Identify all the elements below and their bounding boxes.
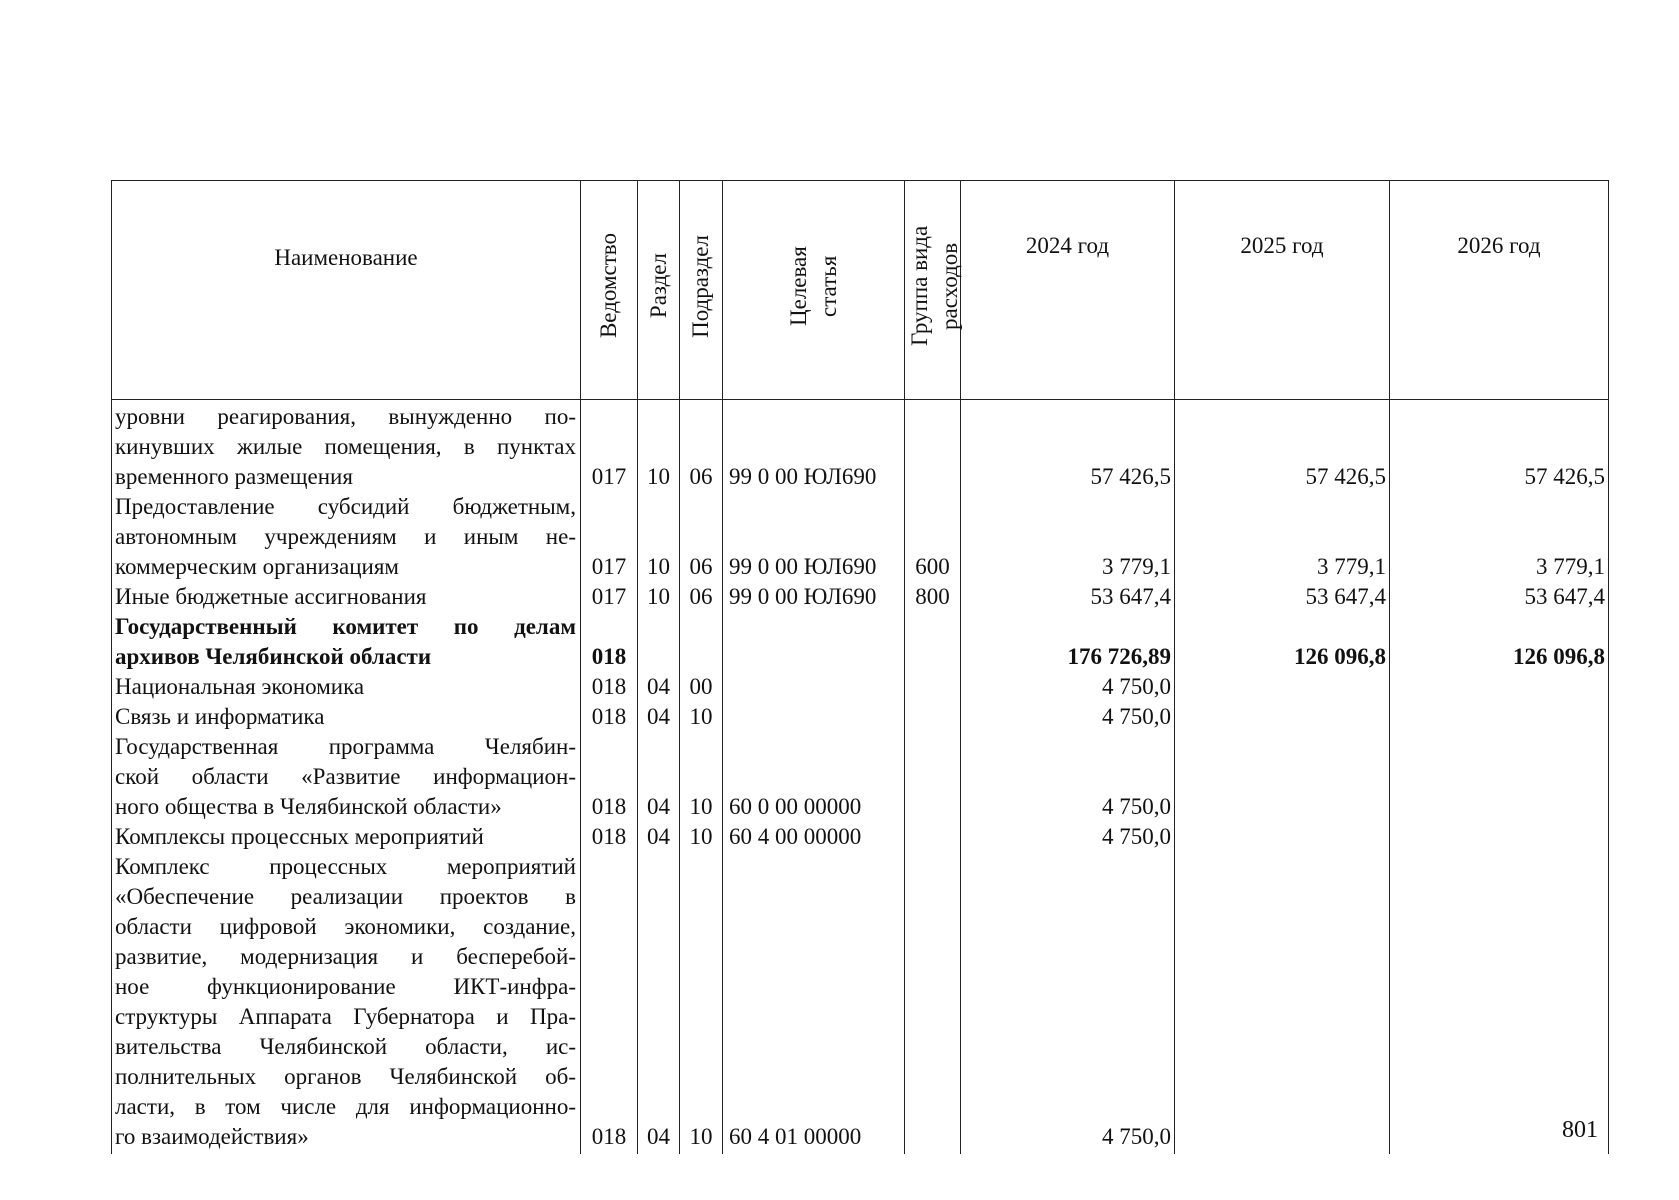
cell-name-line: вительства Челябинской области, ис- — [115, 1034, 576, 1059]
header-celevaya-line2: статья — [815, 255, 841, 317]
cell-podrazdel: 06 — [680, 492, 723, 582]
table-row — [112, 672, 1609, 702]
table-row — [112, 612, 1609, 672]
cell-name-line: ного общества в Челябинской области» — [115, 794, 502, 819]
cell-name-line: автономным учреждениям и иным не- — [115, 524, 576, 549]
cell-name — [112, 852, 581, 1152]
header-celevaya-text — [784, 221, 844, 351]
cell-year-2024: 4 750,0 — [961, 672, 1175, 702]
cell-name-line: Национальная экономика — [115, 674, 365, 699]
cell-name-line: архивов Челябинской области — [115, 644, 432, 669]
cell-celevaya-statya: 99 0 00 ЮЛ690 — [723, 492, 905, 582]
cell-razdel: 10 — [638, 492, 680, 582]
cell-razdel: 04 — [638, 852, 680, 1152]
cell-podrazdel: 00 — [680, 672, 723, 702]
cell-razdel: 10 — [638, 400, 680, 493]
cell-year-2024: 3 779,1 — [961, 492, 1175, 582]
cell-year-2025 — [1175, 852, 1390, 1152]
cell-year-2025 — [1175, 822, 1390, 852]
cell-vedomstvo: 017 — [581, 492, 638, 582]
cell-vedomstvo: 017 — [581, 582, 638, 612]
tail-cell — [1390, 1152, 1609, 1154]
page-number: 801 — [1562, 1117, 1598, 1143]
cell-name — [112, 492, 581, 582]
header-year-2026: 2026 год — [1390, 181, 1609, 400]
cell-name-line: ской области «Развитие информацион- — [115, 764, 576, 789]
table-row — [112, 732, 1609, 822]
table-row — [112, 822, 1609, 852]
cell-name-line: Предоставление субсидий бюджетным, — [115, 494, 576, 519]
cell-podrazdel — [680, 612, 723, 672]
cell-razdel — [638, 612, 680, 672]
cell-celevaya-statya: 99 0 00 ЮЛ690 — [723, 582, 905, 612]
cell-vedomstvo: 017 — [581, 400, 638, 493]
cell-year-2025: 57 426,5 — [1175, 400, 1390, 493]
table-row — [112, 702, 1609, 732]
cell-gruppa — [905, 732, 961, 822]
cell-year-2026 — [1390, 822, 1609, 852]
cell-year-2024: 4 750,0 — [961, 732, 1175, 822]
cell-gruppa — [905, 852, 961, 1152]
cell-name-line: Государственная программа Челябин- — [115, 734, 576, 759]
cell-gruppa — [905, 612, 961, 672]
cell-name — [112, 702, 581, 732]
cell-name-line: временного размещения — [115, 464, 353, 489]
header-gruppa — [905, 181, 961, 400]
cell-year-2024: 57 426,5 — [961, 400, 1175, 493]
cell-razdel: 04 — [638, 822, 680, 852]
table-row — [112, 400, 1609, 493]
table-row — [112, 852, 1609, 1152]
cell-year-2026 — [1390, 852, 1609, 1152]
cell-name — [112, 400, 581, 493]
cell-podrazdel: 06 — [680, 582, 723, 612]
cell-year-2026 — [1390, 732, 1609, 822]
cell-celevaya-statya: 60 0 00 00000 — [723, 732, 905, 822]
header-podrazdel — [680, 181, 723, 400]
cell-celevaya-statya — [723, 672, 905, 702]
cell-razdel: 10 — [638, 582, 680, 612]
cell-name-line: го взаимодействия» — [115, 1124, 309, 1149]
cell-podrazdel: 10 — [680, 852, 723, 1152]
cell-year-2026 — [1390, 672, 1609, 702]
cell-gruppa — [905, 822, 961, 852]
cell-name-line: уровни реагирования, вынужденно по- — [115, 404, 576, 429]
cell-name-line: Связь и информатика — [115, 704, 325, 729]
cell-name — [112, 822, 581, 852]
cell-year-2026: 53 647,4 — [1390, 582, 1609, 612]
table-tail-spacer — [112, 1152, 1609, 1154]
tail-cell — [961, 1152, 1175, 1154]
cell-name — [112, 732, 581, 822]
cell-year-2024: 53 647,4 — [961, 582, 1175, 612]
cell-podrazdel: 10 — [680, 732, 723, 822]
header-razdel-text: Раздел — [645, 253, 671, 319]
cell-year-2026: 126 096,8 — [1390, 612, 1609, 672]
cell-celevaya-statya — [723, 702, 905, 732]
cell-year-2024: 4 750,0 — [961, 822, 1175, 852]
cell-name-line: ласти, в том числе для информационно- — [115, 1094, 576, 1119]
cell-razdel: 04 — [638, 672, 680, 702]
table-row — [112, 492, 1609, 582]
cell-gruppa — [905, 400, 961, 493]
header-year-2025: 2025 год — [1175, 181, 1390, 400]
tail-cell — [112, 1152, 581, 1154]
cell-celevaya-statya: 60 4 00 00000 — [723, 822, 905, 852]
cell-name-line: Иные бюджетные ассигнования — [115, 584, 427, 609]
table-header — [112, 181, 1609, 400]
tail-cell — [1175, 1152, 1390, 1154]
cell-vedomstvo: 018 — [581, 732, 638, 822]
cell-year-2025: 3 779,1 — [1175, 492, 1390, 582]
cell-celevaya-statya: 99 0 00 ЮЛ690 — [723, 400, 905, 493]
header-gruppa-text — [905, 221, 965, 351]
cell-celevaya-statya: 60 4 01 00000 — [723, 852, 905, 1152]
cell-name-line: полнительных органов Челябинской об- — [115, 1064, 576, 1089]
cell-year-2025 — [1175, 702, 1390, 732]
cell-podrazdel: 06 — [680, 400, 723, 493]
cell-podrazdel: 10 — [680, 702, 723, 732]
table-row — [112, 582, 1609, 612]
cell-year-2024: 4 750,0 — [961, 702, 1175, 732]
header-name: Наименование — [112, 181, 581, 400]
header-vedomstvo-text: Ведомство — [596, 233, 621, 339]
cell-celevaya-statya — [723, 612, 905, 672]
cell-name-line: Государственный комитет по делам — [115, 614, 576, 639]
cell-year-2025 — [1175, 732, 1390, 822]
cell-podrazdel: 10 — [680, 822, 723, 852]
cell-year-2026: 57 426,5 — [1390, 400, 1609, 493]
cell-gruppa — [905, 672, 961, 702]
tail-cell — [581, 1152, 638, 1154]
cell-year-2025: 126 096,8 — [1175, 612, 1390, 672]
cell-year-2025 — [1175, 672, 1390, 702]
header-gruppa-line2: расходов — [937, 242, 962, 330]
tail-cell — [638, 1152, 680, 1154]
header-razdel — [638, 181, 680, 400]
cell-vedomstvo: 018 — [581, 672, 638, 702]
tail-cell — [723, 1152, 905, 1154]
cell-razdel: 04 — [638, 732, 680, 822]
table-body — [112, 400, 1609, 1155]
cell-name-line: Комплексы процессных мероприятий — [115, 824, 484, 849]
cell-name-line: кинувших жилые помещения, в пунктах — [115, 434, 576, 459]
cell-year-2024: 4 750,0 — [961, 852, 1175, 1152]
cell-name — [112, 672, 581, 702]
cell-gruppa: 800 — [905, 582, 961, 612]
tail-cell — [905, 1152, 961, 1154]
header-vedomstvo — [581, 181, 638, 400]
header-celevaya-line1: Целевая — [785, 246, 811, 326]
cell-name-line: развитие, модернизация и бесперебой- — [115, 944, 576, 969]
header-podrazdel-text: Подраздел — [688, 234, 713, 338]
cell-year-2026 — [1390, 702, 1609, 732]
cell-year-2026: 3 779,1 — [1390, 492, 1609, 582]
cell-name-line: коммерческим организациям — [115, 554, 399, 579]
header-gruppa-line1: Группа вида — [907, 225, 932, 347]
cell-name-line: «Обеспечение реализации проектов в — [115, 884, 576, 909]
cell-vedomstvo: 018 — [581, 822, 638, 852]
cell-year-2025: 53 647,4 — [1175, 582, 1390, 612]
cell-razdel: 04 — [638, 702, 680, 732]
cell-name — [112, 612, 581, 672]
tail-cell — [680, 1152, 723, 1154]
cell-vedomstvo: 018 — [581, 852, 638, 1152]
cell-name-line: структуры Аппарата Губернатора и Пра- — [115, 1004, 576, 1029]
cell-name-line: ное функционирование ИКТ-инфра- — [115, 974, 576, 999]
cell-gruppa: 600 — [905, 492, 961, 582]
budget-table — [111, 180, 1609, 1154]
cell-name — [112, 582, 581, 612]
cell-vedomstvo: 018 — [581, 702, 638, 732]
cell-gruppa — [905, 702, 961, 732]
cell-name-line: области цифровой экономики, создание, — [115, 914, 576, 939]
cell-vedomstvo: 018 — [581, 612, 638, 672]
cell-name-line: Комплекс процессных мероприятий — [115, 854, 576, 879]
cell-year-2024: 176 726,89 — [961, 612, 1175, 672]
header-celevaya-statya — [723, 181, 905, 400]
header-year-2024: 2024 год — [961, 181, 1175, 400]
